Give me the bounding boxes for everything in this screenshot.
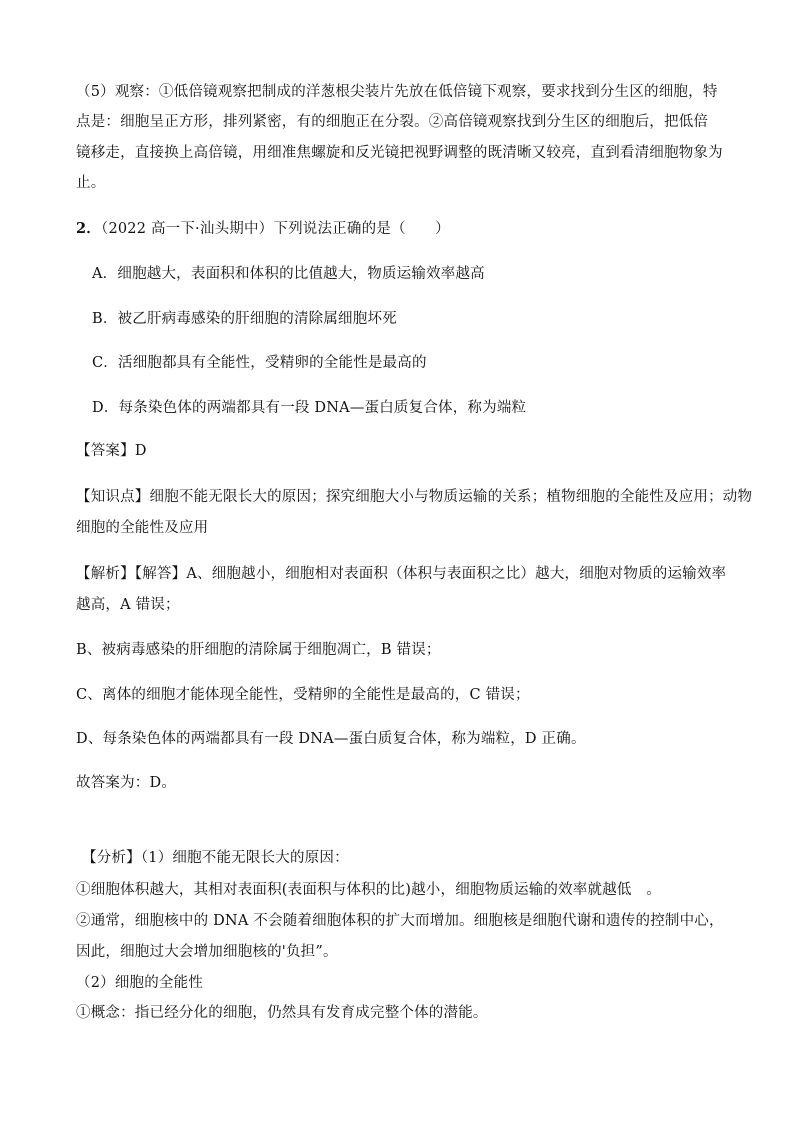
observation-line-3: 镜移走，直接换上高倍镜，用细准焦螺旋和反光镜把视野调整的既清晰又较亮，直到看清细胞物象为	[76, 145, 723, 161]
observation-line-2: 点是：细胞呈正方形，排列紧密，有的细胞正在分裂。②高倍镜观察找到分生区的细胞后，把低倍	[76, 114, 709, 130]
answer-line	[76, 441, 147, 461]
knowledge-line-1	[76, 487, 752, 507]
breakdown-line-2: ①细胞体积越大，其相对表面积(表面积与体积的比)越小，细胞物质运输的效率就越低 。	[76, 882, 662, 898]
option-c: C．活细胞都具有全能性，受精卵的全能性是最高的	[92, 355, 427, 371]
breakdown-line-1	[82, 848, 349, 868]
knowledge-line-2: 细胞的全能性及应用	[76, 520, 209, 536]
breakdown-line-5: （2）细胞的全能性	[76, 975, 204, 991]
breakdown-text-1: （1）细胞不能无限长大的原因：	[140, 850, 349, 866]
breakdown-label: 【分析】	[82, 850, 141, 866]
breakdown-line-6: ①概念：指已经分化的细胞，仍然具有发育成完整个体的潜能。	[76, 1005, 488, 1021]
analysis-label: 【解析】【解答】	[76, 566, 187, 582]
answer-label: 【答案】	[76, 443, 135, 459]
knowledge-text-1: 细胞不能无限长大的原因；探究细胞大小与物质运输的关系；植物细胞的全能性及应用；动物	[149, 489, 753, 505]
observation-line-1: （5）观察：①低倍镜观察把制成的洋葱根尖装片先放在低倍镜下观察，要求找到分生区的细胞，特	[76, 84, 718, 100]
question-number: 2．	[76, 220, 101, 237]
option-d: D．每条染色体的两端都具有一段 DNA—蛋白质复合体，称为端粒	[92, 400, 527, 416]
breakdown-line-4: 因此，细胞过大会增加细胞核的'负担”。	[76, 944, 338, 960]
breakdown-line-3: ②通常，细胞核中的 DNA 不会随着细胞体积的扩大而增加。细胞核是细胞代谢和遗传的控制中心，	[76, 913, 724, 929]
analysis-line-3: B、被病毒感染的肝细胞的清除属于细胞凋亡，B 错误；	[76, 642, 441, 658]
analysis-line-6: 故答案为：D。	[76, 775, 177, 791]
question-header	[76, 219, 450, 239]
analysis-text-1: A、细胞越小，细胞相对表面积（体积与表面积之比）越大，细胞对物质的运输效率	[186, 566, 727, 582]
observation-line-4: 止。	[76, 175, 106, 191]
analysis-line-2: 越高，A 错误；	[76, 597, 180, 613]
option-b: B．被乙肝病毒感染的肝细胞的清除属细胞坏死	[92, 311, 397, 327]
knowledge-label: 【知识点】	[76, 489, 150, 505]
question-stem: （2022 高一下·汕头期中）下列说法正确的是（ ）	[101, 221, 450, 237]
analysis-line-1	[76, 564, 726, 584]
analysis-line-5: D、每条染色体的两端都具有一段 DNA—蛋白质复合体，称为端粒，D 正确。	[76, 731, 586, 747]
answer-value: D	[134, 443, 147, 459]
option-a: A．细胞越大，表面积和体积的比值越大，物质运输效率越高	[92, 266, 485, 282]
analysis-line-4: C、离体的细胞才能体现全能性，受精卵的全能性是最高的，C 错误；	[76, 687, 530, 703]
